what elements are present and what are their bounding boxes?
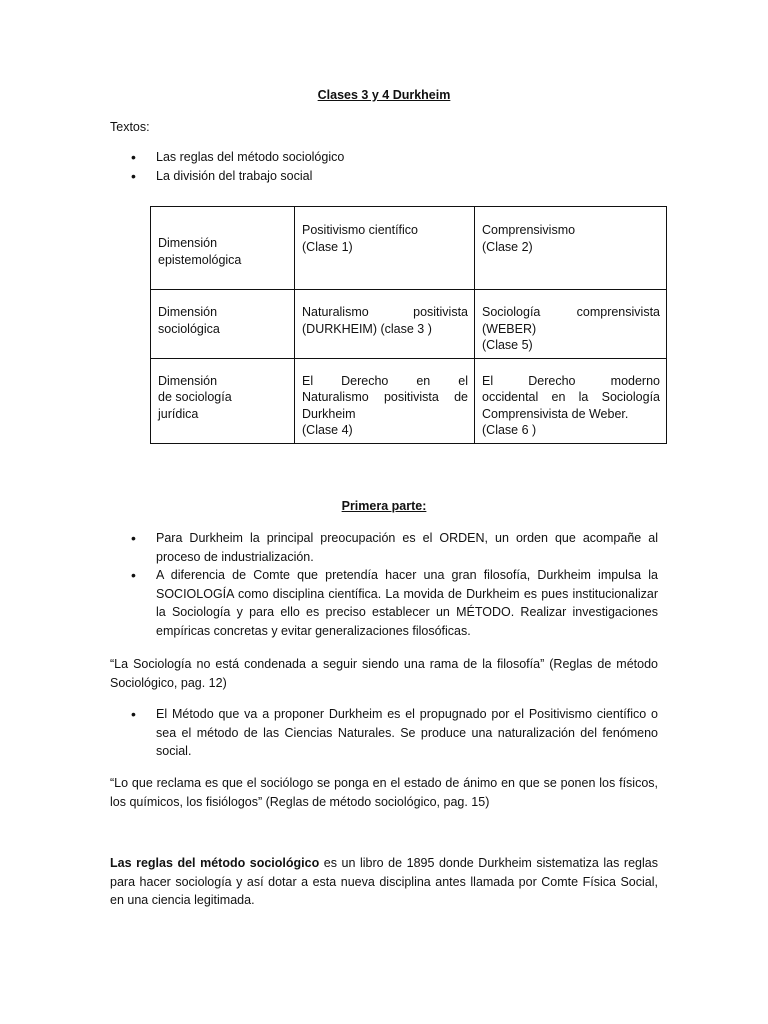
section-title: Primera parte: [341, 499, 427, 513]
table-row [151, 207, 667, 290]
list-item: • La división del trabajo social [110, 167, 670, 186]
page-title: Clases 3 y 4 Durkheim [317, 88, 451, 102]
table-row [151, 290, 667, 359]
dimensions-table [150, 206, 667, 444]
table-cell-label: Dimensión epistemológica [151, 207, 295, 290]
paragraph-text: es un libro de 1895 donde Durkheim sistematiza las reglas para hacer sociología y así dotar a esta nueva disciplina antes llamada por Comte Física Social, en una ciencia legitimada. [110, 856, 658, 907]
table-row [151, 358, 667, 443]
table-cell: Positivismo científico (Clase 1) [295, 207, 475, 290]
texts-list [110, 148, 670, 185]
table-cell: El Derecho en el Naturalismo positivista de Durkheim (Clase 4) [295, 358, 475, 443]
book-title: Las reglas del método sociológico [110, 856, 320, 870]
final-paragraph [110, 854, 658, 910]
table-cell-label: Dimensión de sociología jurídica [151, 358, 295, 443]
list-item: • Las reglas del método sociológico [110, 148, 670, 167]
list-item: • A diferencia de Comte que pretendía hacer una gran filosofía, Durkheim impulsa la SOCIOLOGÍA como disciplina científica. La movida de Durkheim es pues institucionalizar la Sociología y para ello es preciso establecer un MÉTODO. Realizar investigaciones empíricas concretas y evitar generalizaciones filosóficas. [110, 566, 658, 640]
quote-paragraph: “La Sociología no está condenada a seguir siendo una rama de la filosofía” (Reglas de método Sociológico, pag. 12) [110, 657, 658, 690]
texts-label: Textos: [110, 120, 150, 134]
table-cell: El Derecho moderno occidental en la Sociología Comprensivista de Weber. (Clase 6 ) [475, 358, 667, 443]
bullets-primera-parte [110, 529, 658, 640]
bullets-metodo [110, 705, 658, 761]
quote-paragraph: “Lo que reclama es que el sociólogo se ponga en el estado de ánimo en que se ponen los físicos, los químicos, los fisiólogos” (Reglas de método sociológico, pag. 15) [110, 776, 658, 809]
table-cell: Naturalismo positivista (DURKHEIM) (clase 3 ) [295, 290, 475, 359]
table-cell: Sociología comprensivista (WEBER) (Clase 5) [475, 290, 667, 359]
table-cell-label: Dimensión sociológica [151, 290, 295, 359]
list-item: • El Método que va a proponer Durkheim es el propugnado por el Positivismo científico o sea el método de las Ciencias Naturales. Se produce una naturalización del fenómeno social. [110, 705, 658, 761]
table-cell: Comprensivismo (Clase 2) [475, 207, 667, 290]
list-item: • Para Durkheim la principal preocupación es el ORDEN, un orden que acompañe al proceso de industrialización. [110, 529, 658, 566]
